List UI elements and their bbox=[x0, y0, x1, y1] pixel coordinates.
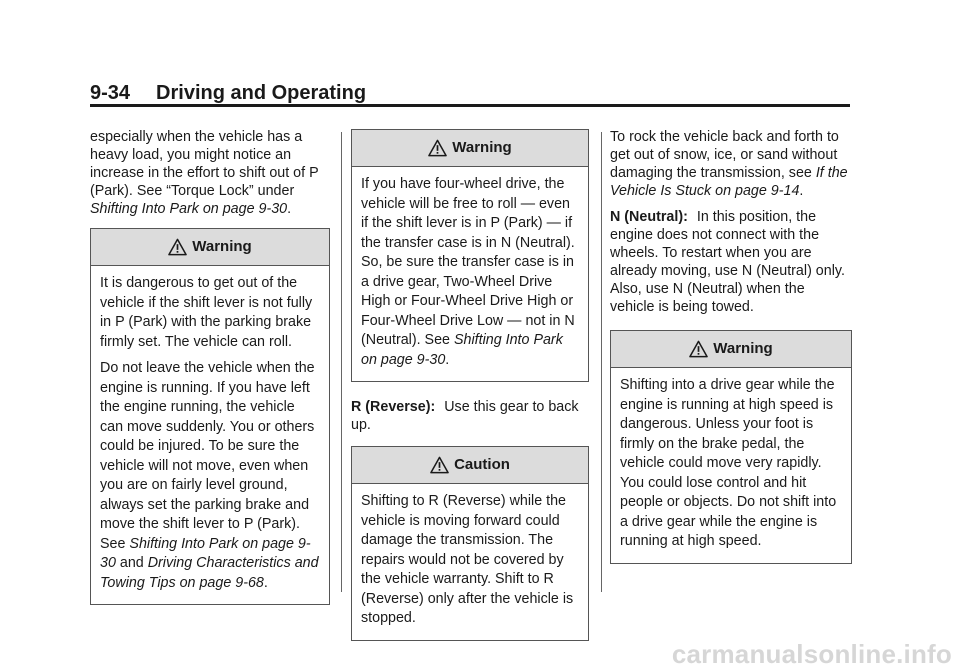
watermark: carmanualsonline.info bbox=[671, 639, 952, 669]
caution-triangle-icon bbox=[430, 456, 449, 474]
neutral-label: N (Neutral): bbox=[610, 209, 688, 225]
warning-paragraph-1: It is dangerous to get out of the vehicle if the shift lever is not fully in P (Park) with the parking brake firmly set. The vehicle can roll. bbox=[100, 275, 313, 350]
caution-text: Shifting to R (Reverse) while the vehicle is moving forward could damage the transmission. The repairs would not be covered by the vehicle warranty. Shift to R (Reverse) only after the vehicle is stopped. bbox=[361, 493, 574, 626]
column-3 bbox=[610, 128, 852, 564]
warning-end: . bbox=[445, 351, 450, 368]
warning-triangle-icon bbox=[428, 139, 447, 157]
page-number: 9-34 bbox=[90, 82, 131, 104]
caution-box-body bbox=[352, 484, 588, 640]
rock-end: . bbox=[799, 183, 804, 199]
warning-paragraph bbox=[361, 175, 579, 370]
warning-triangle-icon bbox=[168, 238, 187, 256]
warning-box-body bbox=[91, 266, 329, 604]
reverse-text: Use this gear to back up. bbox=[351, 399, 579, 433]
warning-box-header bbox=[352, 130, 588, 167]
rock-paragraph bbox=[610, 128, 852, 200]
intro-paragraph bbox=[90, 128, 330, 218]
warning-title: Warning bbox=[713, 340, 773, 357]
caution-box-header bbox=[352, 447, 588, 484]
warning-title: Warning bbox=[192, 238, 252, 255]
rock-link[interactable]: If the Vehicle Is Stuck on page 9-14 bbox=[610, 165, 848, 199]
column-divider-1 bbox=[341, 132, 342, 592]
neutral-paragraph bbox=[610, 208, 852, 316]
column-divider-2 bbox=[601, 132, 602, 592]
column-2 bbox=[351, 129, 589, 641]
caution-title: Caution bbox=[454, 456, 510, 473]
warning-box-1 bbox=[90, 228, 330, 605]
header-rule bbox=[90, 104, 850, 107]
warning-link[interactable]: Shifting Into Park on page 9-30 bbox=[361, 332, 563, 368]
reverse-paragraph bbox=[351, 398, 589, 434]
warning-text: Shifting into a drive gear while the engine is running at high speed is dangerous. Unless your foot is firmly on the brake pedal, the vehicle could move very rapidly. You could lose control and hit people or objects. Do not shift into a drive gear while the engine is running at high speed. bbox=[620, 377, 837, 549]
warning-title: Warning bbox=[452, 139, 512, 156]
intro-link[interactable]: Shifting Into Park on page 9-30 bbox=[90, 201, 288, 217]
warning-box-body bbox=[352, 167, 588, 381]
warning-triangle-icon bbox=[689, 340, 708, 358]
warning-box-2 bbox=[351, 129, 589, 382]
reverse-label: R (Reverse): bbox=[351, 399, 436, 415]
warning-link-1[interactable]: Shifting Into Park on page 9-30 bbox=[100, 535, 311, 571]
warning-text: If you have four-wheel drive, the vehicle will be free to roll — even if the shift lever is in P (Park) — if the transfer case is in N (Neutral). So, be sure the transfer case is in a drive gear, Two-Wheel Drive High or Four-Wheel Drive High or Four-Wheel Drive Low — not in N (Neutral). See bbox=[361, 176, 575, 348]
rock-text: To rock the vehicle back and forth to get out of snow, ice, or sand without damaging the transmission, see bbox=[610, 129, 839, 181]
warning-link-2[interactable]: Driving Characteristics and Towing Tips on page 9-68 bbox=[100, 555, 319, 591]
intro-end: . bbox=[287, 201, 292, 217]
page-header bbox=[90, 82, 366, 105]
warning-box-body bbox=[611, 368, 851, 563]
warning-box-header bbox=[611, 331, 851, 368]
intro-text: especially when the vehicle has a heavy load, you might notice an increase in the effort to shift out of P (Park). See “Torque Lock” under bbox=[90, 129, 319, 199]
column-1 bbox=[90, 128, 330, 605]
neutral-text: In this position, the engine does not connect with the wheels. To restart when you are already moving, use N (Neutral) only. Also, use N (Neutral) when the vehicle is being towed. bbox=[610, 209, 845, 315]
warning-box-header bbox=[91, 229, 329, 266]
warning-box-3 bbox=[610, 330, 852, 564]
warning-p2-text: Do not leave the vehicle when the engine is running. If you have left the engine running, the vehicle can move suddenly. You or others could be injured. To be sure the vehicle will not move, even when you are on fairly level ground, always set the parking brake and move the shift lever to P (Park). See bbox=[100, 360, 315, 552]
warning-p2-end: . bbox=[263, 574, 268, 591]
caution-box bbox=[351, 446, 589, 641]
warning-paragraph-2 bbox=[100, 359, 320, 593]
section-title: Driving and Operating bbox=[156, 82, 367, 104]
warning-p2-mid: and bbox=[115, 555, 148, 571]
